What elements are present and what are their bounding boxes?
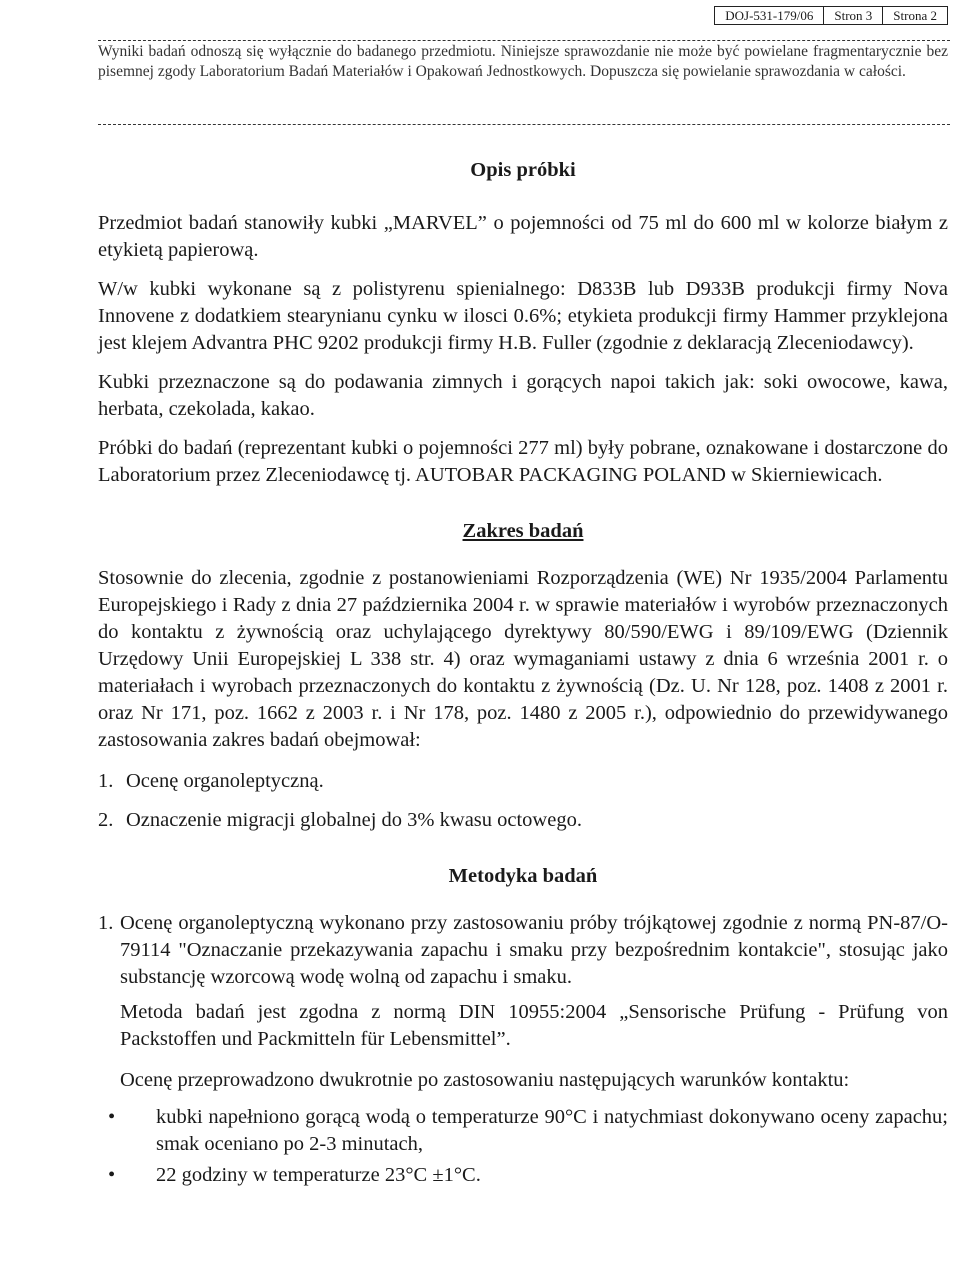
method-paragraph: Ocenę przeprowadzono dwukrotnie po zastosowaniu następujących warunków kontaktu: — [120, 1069, 850, 1091]
list-item-text: Ocenę organoleptyczną wykonano przy zastosowaniu próby trójkątowej zgodnie z normą PN-87/O-79114 "Oznaczanie przekazywania zapachu i smaku przy bezpośrednim kontakcie", stosując jako substancję wzorcową wodę wolną od zapachu i smaku. — [120, 912, 948, 988]
sample-paragraph: Przedmiot badań stanowiły kubki „MARVEL” o pojemności od 75 ml do 600 ml w kolorze białym z etykietą papierową. — [98, 212, 948, 261]
method-list — [98, 910, 948, 991]
list-item-text: Oznaczenie migracji globalnej do 3% kwasu octowego. — [126, 809, 582, 831]
document-body — [98, 156, 948, 1189]
section-title-sample: Opis próbki — [470, 159, 576, 181]
disclaimer-text: Wyniki badań odnoszą się wyłącznie do badanego przedmiotu. Niniejsze sprawozdanie nie może być powielane fragmentarycznie bez pisemnej zgody Laboratorium Badań Materiałów i Opakowań Jednostkowych. Dopuszcza się powielanie sprawozdania w całości. — [98, 43, 948, 80]
list-item-number: 2. — [98, 809, 114, 831]
list-item — [98, 1104, 948, 1158]
list-item — [98, 768, 948, 795]
scope-list — [98, 768, 948, 834]
method-paragraph: Metoda badań jest zgodna z normą DIN 10955:2004 „Sensorische Prüfung - Prüfung von Packstoffen und Packmitteln für Lebensmittel”. — [120, 1001, 948, 1050]
bullet-icon: • — [108, 1106, 116, 1128]
sample-paragraph: Kubki przeznaczone są do podawania zimnych i gorących napoi takich jak: soki owocowe, kawa, herbata, czekolada, kakao. — [98, 371, 948, 420]
list-item — [98, 910, 948, 991]
page-number: Strona 2 — [882, 7, 947, 24]
list-item-number: 1. — [98, 912, 114, 934]
sample-paragraph: Próbki do badań (reprezentant kubki o pojemności 277 ml) były pobrane, oznakowane i dostarczone do Laboratorium przez Zleceniodawcę tj. AUTOBAR PACKAGING POLAND w Skierniewicach. — [98, 437, 948, 486]
section-title-method: Metodyka badań — [448, 865, 598, 887]
list-item-text: kubki napełniono gorącą wodą o temperaturze 90°C i natychmiast dokonywano oceny zapachu; smak oceniano po 2-3 minutach, — [156, 1106, 948, 1155]
pages-total: Stron 3 — [823, 7, 882, 24]
list-item-number: 1. — [98, 770, 114, 792]
list-item-text: 22 godziny w temperaturze 23°C ±1°C. — [156, 1164, 481, 1186]
document-id: DOJ-531-179/06 — [725, 8, 814, 23]
document-header-box — [714, 6, 948, 25]
divider-top — [98, 40, 950, 41]
bullet-icon: • — [108, 1164, 116, 1186]
divider-bottom — [98, 124, 950, 125]
list-item — [98, 1162, 948, 1189]
contact-conditions-list — [98, 1104, 948, 1189]
list-item — [98, 807, 948, 834]
section-title-scope: Zakres badań — [462, 520, 584, 542]
list-item-text: Ocenę organoleptyczną. — [126, 770, 324, 792]
sample-paragraph: W/w kubki wykonane są z polistyrenu spienialnego: D833B lub D933B produkcji firmy Nova Innovene z dodatkiem stearynianu cynku w ilosci 0.6%; etykieta produkcji firmy Hammer przyklejona jest klejem Advantra PHC 9202 produkcji firmy H.B. Fuller (zgodnie z deklaracją Zleceniodawcy). — [98, 278, 948, 354]
scope-paragraph: Stosownie do zlecenia, zgodnie z postanowieniami Rozporządzenia (WE) Nr 1935/2004 Parlamentu Europejskiego i Rady z dnia 27 października 2004 r. w sprawie materiałów i wyrobów przeznaczonych do kontaktu z żywnością oraz uchylającego dyrektywy 80/590/EWG i 89/109/EWG (Dziennik Urzędowy Unii Europejskiej L 338 str. 4) oraz wymaganiami ustawy z dnia 6 września 2001 r. o materiałach i wyrobach przeznaczonych do kontaktu z żywnością (Dz. U. Nr 128, poz. 1408 z 2001 r. oraz Nr 171, poz. 1662 z 2003 r. i Nr 178, poz. 1480 z 2005 r.), odpowiednio do przewidywanego zastosowania zakres badań obejmował: — [98, 567, 948, 751]
